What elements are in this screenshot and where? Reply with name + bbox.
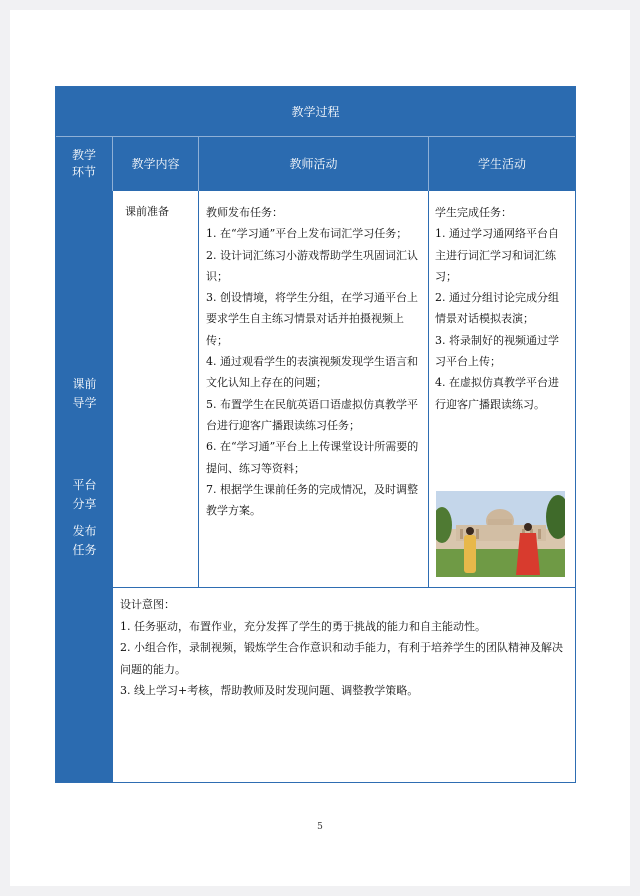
student-item: 3. 将录制好的视频通过学习平台上传； xyxy=(435,333,559,369)
teacher-item: 1. 在“学习通”平台上发布词汇学习任务； xyxy=(206,227,408,241)
design-heading: 设计意图： xyxy=(120,598,175,611)
header-stage-line1: 教学 xyxy=(71,148,96,162)
teacher-item: 6. 在“学习通”平台上上传课堂设计所需要的提问、练习等资料； xyxy=(206,440,419,475)
header-stage xyxy=(56,137,113,191)
page-number: 5 xyxy=(317,822,323,832)
content-cell: 课前准备 xyxy=(113,191,199,588)
design-item: 1. 任务驱动，布置作业，充分发挥了学生的勇于挑战的能力和自主能动性。 xyxy=(120,619,486,633)
teacher-heading: 教师发布任务： xyxy=(206,206,283,219)
stage-label-preview-line2: 导学 xyxy=(72,396,97,410)
stage-column xyxy=(56,191,113,782)
stage-label-platform-line1: 平台 xyxy=(72,478,97,492)
header-content: 教学内容 xyxy=(113,137,199,191)
table-title: 教学过程 xyxy=(56,87,575,137)
header-student-activity: 学生活动 xyxy=(429,137,575,191)
teacher-item: 7. 根据学生课前任务的完成情况，及时调整教学方案。 xyxy=(206,482,418,518)
teaching-process-table xyxy=(55,86,576,783)
teacher-activity-cell xyxy=(199,191,429,588)
stage-label-publish-line1: 发布 xyxy=(72,524,97,538)
stage-label-publish-line2: 任务 xyxy=(72,543,97,557)
student-item: 1. 通过学习通网络平台自主进行词汇学习和词汇练习； xyxy=(435,227,559,283)
teacher-item: 4. 通过观看学生的表演视频发现学生语言和文化认知上存在的问题； xyxy=(206,355,418,390)
student-heading: 学生完成任务： xyxy=(435,206,512,219)
design-item: 3. 线上学习+考核，帮助教师及时发现问题、调整教学策略。 xyxy=(120,684,419,698)
student-item: 2. 通过分组讨论完成分组情景对话模拟表演； xyxy=(435,291,559,326)
teacher-item: 2. 设计词汇练习小游戏帮助学生巩固词汇认识； xyxy=(206,248,418,283)
stage-label-platform xyxy=(56,476,113,514)
teacher-item: 3. 创设情境，将学生分组，在学习通平台上要求学生自主练习情景对话并拍摄视频上传； xyxy=(206,291,418,347)
header-teacher-activity: 教师活动 xyxy=(199,137,429,191)
stage-label-preview xyxy=(56,375,113,413)
header-stage-line2: 环节 xyxy=(71,165,96,179)
stage-label-publish xyxy=(56,522,113,560)
student-item: 4. 在虚拟仿真教学平台进行迎客广播跟读练习。 xyxy=(435,376,559,411)
student-activity-cell xyxy=(429,191,575,588)
design-intent-cell xyxy=(113,588,575,782)
document-page xyxy=(10,10,630,886)
palace-performance-illustration xyxy=(436,491,565,577)
activity-photo xyxy=(436,491,565,577)
stage-label-platform-line2: 分享 xyxy=(72,497,97,511)
stage-label-preview-line1: 课前 xyxy=(72,377,97,391)
design-item: 2. 小组合作，录制视频，锻炼学生合作意识和动手能力，有利于培养学生的团队精神及解决问题的能力。 xyxy=(120,641,563,676)
teacher-item: 5. 布置学生在民航英语口语虚拟仿真教学平台进行迎客广播跟读练习任务； xyxy=(206,397,418,432)
